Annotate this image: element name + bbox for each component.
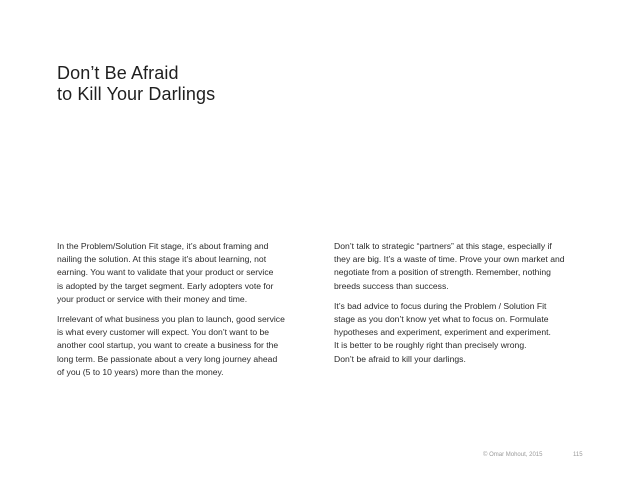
title-line-2: to Kill Your Darlings (57, 84, 216, 104)
text-line: stage as you don’t know yet what to focus on. Formulate (334, 314, 549, 325)
text-line: long term. Be passionate about a very long journey ahead (57, 353, 278, 364)
text-line: In the Problem/Solution Fit stage, it’s about framing and (57, 241, 269, 251)
text-line: hypotheses and experiment, experiment and experiment. (334, 327, 551, 338)
text-line: Don’t be afraid to kill your darlings. (334, 353, 466, 364)
text-line: your product or service with their money and time. (57, 293, 248, 304)
left-paragraph-1 (57, 240, 305, 306)
text-line: Irrelevant of what business you plan to launch, good service (57, 314, 285, 325)
text-line: nailing the solution. At this stage it’s about learning, not (57, 254, 267, 265)
text-line: It’s bad advice to focus during the Problem / Solution Fit (334, 300, 547, 311)
page-title (57, 63, 215, 105)
text-line: another cool startup, you want to create a business for the (57, 340, 279, 351)
right-paragraph-1 (334, 240, 582, 293)
title-line-1: Don’t Be Afraid (57, 63, 179, 83)
text-line: negotiate from a position of strength. Remember, nothing (334, 267, 551, 278)
right-paragraph-2 (334, 300, 582, 366)
text-line: Don’t talk to strategic “partners” at this stage, especially if (334, 241, 552, 251)
left-column (57, 240, 305, 386)
text-line: earning. You want to validate that your product or service (57, 267, 274, 278)
text-line: of you (5 to 10 years) more than the money. (57, 366, 224, 377)
text-line: is what every customer will expect. You don’t want to be (57, 327, 270, 338)
text-line: they are big. It’s a waste of time. Prove your own market and (334, 254, 565, 265)
page-number: 115 (573, 452, 583, 458)
left-paragraph-2 (57, 313, 305, 379)
right-column (334, 240, 582, 373)
text-line: is adopted by the target segment. Early adopters vote for (57, 280, 274, 291)
footer-copyright: © Omar Mohout, 2015 (483, 452, 543, 458)
text-line: It is better to be roughly right than precisely wrong. (334, 340, 527, 351)
text-line: breeds success than success. (334, 280, 449, 291)
